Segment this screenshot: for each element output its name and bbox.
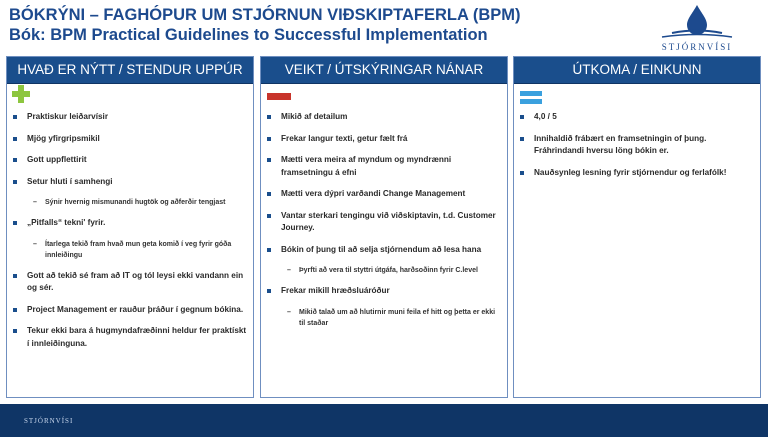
minus-icon: [267, 90, 293, 104]
list-item: Frekar mikill hræðsluáróður: [261, 285, 501, 298]
list-item: Gott uppflettirit: [7, 154, 247, 167]
column-heading: HVAÐ ER NÝTT / STENDUR UPPÚR: [7, 57, 253, 84]
list-item: Innihaldið frábært en framsetningin of þung. Fráhrindandi hversu löng bókin er.: [514, 133, 754, 158]
equals-icon: [520, 89, 544, 107]
page-title: BÓKRÝNI – FAGHÓPUR UM STJÓRNUN VIÐSKIPTAFERLA (BPM): [9, 6, 521, 24]
sub-list-item: – Mikið talað um að hlutirnir muni feila ef hitt og þetta er ekki til staðar: [261, 307, 501, 329]
list-item: Praktiskur leiðarvísir: [7, 111, 247, 124]
list-item: Mætti vera meira af myndum og myndrænni framsetningu á efni: [261, 154, 501, 179]
list-item: Vantar sterkari tengingu við viðskiptavin, t.d. Customer Journey.: [261, 210, 501, 235]
list-item: Mætti vera dýpri varðandi Change Management: [261, 188, 501, 201]
list-item: Bókin of þung til að selja stjórnendum að lesa hana: [261, 244, 501, 257]
strengths-list: [7, 111, 247, 359]
list-item: 4,0 / 5: [514, 111, 754, 124]
outcome-list: [514, 111, 754, 188]
sub-list-item: – Þyrfti að vera til styttri útgáfa, harðsoðinn fyrir C.level: [261, 265, 501, 276]
list-item: Frekar langur texti, getur fælt frá: [261, 133, 501, 146]
footer-logo-text: STJÓRNVÍSI: [24, 417, 74, 425]
list-item: „Pitfalls“ tekni' fyrir.: [7, 217, 247, 230]
column-strengths: [6, 56, 254, 398]
list-item: Gott að tekið sé fram að IT og tól leysi ekki vandann ein og sér.: [7, 270, 247, 295]
list-item: Nauðsynleg lesning fyrir stjórnendur og ferlafólk!: [514, 167, 754, 180]
column-outcome: [513, 56, 761, 398]
sub-list-item: – Ítarlega tekið fram hvað mun geta komið í veg fyrir góða innleiðingu: [7, 239, 247, 261]
list-item: Project Management er rauður þráður í gegnum bókina.: [7, 304, 247, 317]
list-item: Setur hluti í samhengi: [7, 176, 247, 189]
plus-icon: [11, 84, 31, 104]
list-item: Mikið af detailum: [261, 111, 501, 124]
footer-bar: [0, 404, 768, 437]
weaknesses-list: [261, 111, 501, 338]
column-weaknesses: [260, 56, 508, 398]
list-item: Tekur ekki bara á hugmyndafræðinni heldur fer praktískt í innleiðinguna.: [7, 325, 247, 350]
column-heading: ÚTKOMA / EINKUNN: [514, 57, 760, 84]
sub-list-item: – Sýnir hvernig mismunandi hugtök og aðferðir tengjast: [7, 197, 247, 208]
page-subtitle: Bók: BPM Practical Guidelines to Successful Implementation: [9, 26, 488, 44]
column-heading: VEIKT / ÚTSKÝRINGAR NÁNAR: [261, 57, 507, 84]
logo-text: STJÓRNVÍSI: [661, 42, 733, 52]
list-item: Mjög yfirgripsmikil: [7, 133, 247, 146]
